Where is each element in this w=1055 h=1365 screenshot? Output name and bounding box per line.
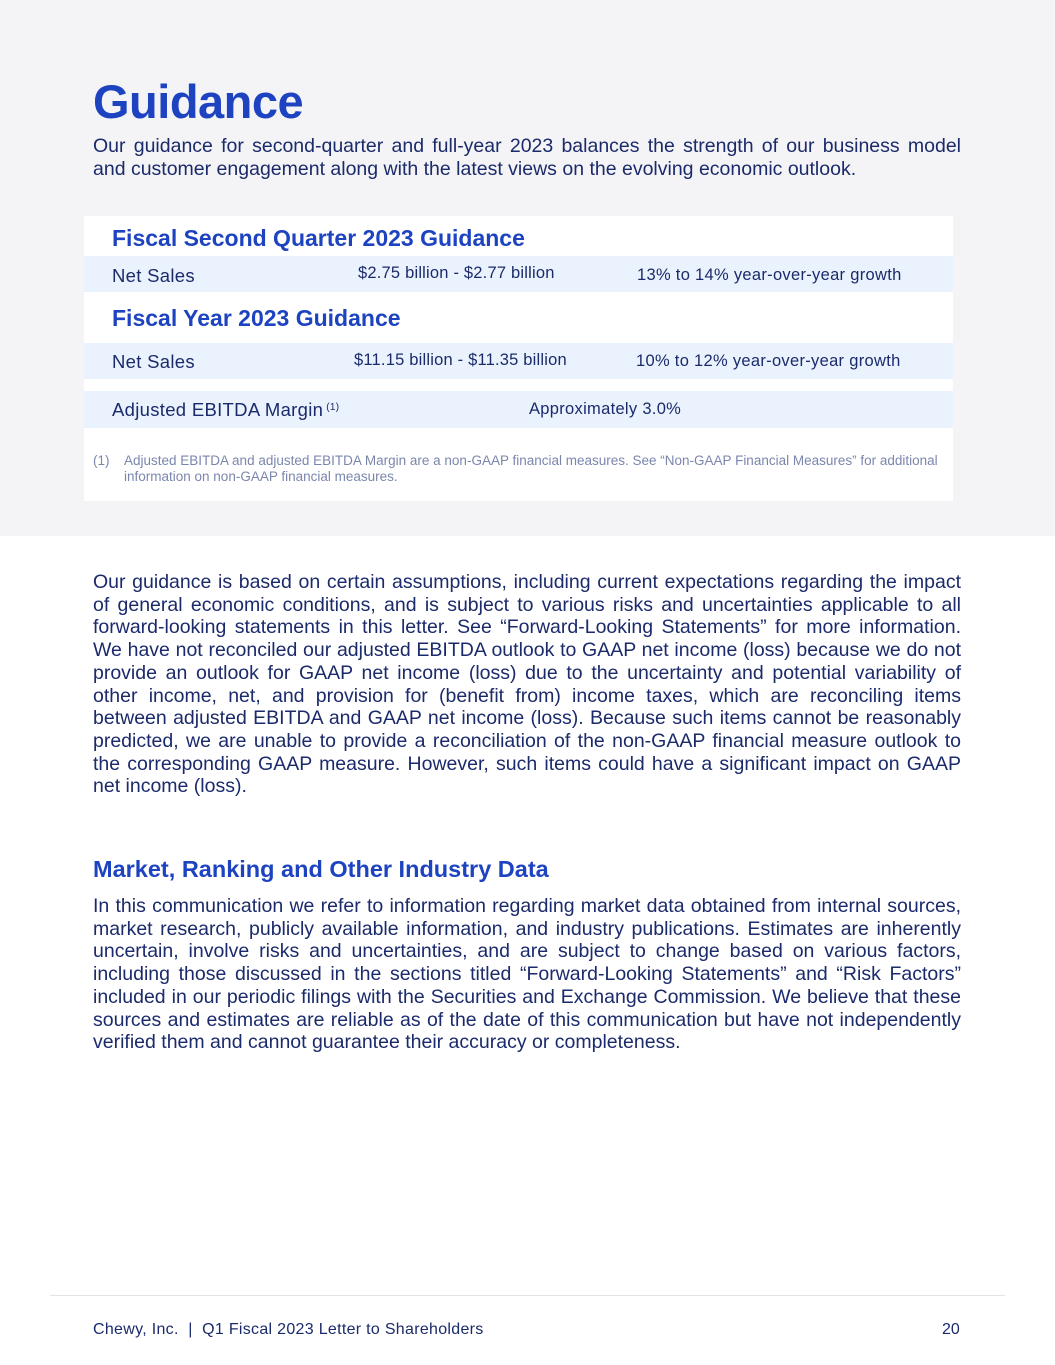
market-data-paragraph: In this communication we refer to information regarding market data obtained from internal sources, market research, publicly available information, and industry publications. Estimates are inherently uncertain, involve risks and uncertainties, and are subject to change based on various factors, including those discussed in the sections titled “Forward-Looking Statements” and “Risk Factors” included in our periodic filings with the Securities and Exchange Commission. We believe that these sources and estimates are reliable as of the date of this communication but have not independently verified them and cannot guarantee their accuracy or completeness. xyxy=(93,895,961,1054)
assumptions-paragraph: Our guidance is based on certain assumptions, including current expectations regarding the impact of general economic conditions, and is subject to various risks and uncertainties applicable to all forward-looking statements in this letter. See “Forward-Looking Statements” for more information. We have not reconciled our adjusted EBITDA outlook to GAAP net income (loss) because we do not provide an outlook for GAAP net income (loss) due to the uncertainty and potential variability of other income, net, and provision for (benefit from) income taxes, which are reconciling items between adjusted EBITDA and GAAP net income (loss). Because such items cannot be reasonably predicted, we are unable to provide a reconciliation of the non-GAAP financial measure outlook to the corresponding GAAP measure. However, such items could have a significant impact on GAAP net income (loss). xyxy=(93,571,961,798)
fy-ebitda-margin-row xyxy=(84,391,953,428)
intro-paragraph: Our guidance for second-quarter and full-year 2023 balances the strength of our business model and customer engagement along with the latest views on the evolving economic outlook. xyxy=(93,135,961,180)
row-label-text: Adjusted EBITDA Margin xyxy=(112,399,324,420)
row-range: $2.75 billion - $2.77 billion xyxy=(358,264,555,282)
row-label xyxy=(112,399,339,421)
row-range: $11.15 billion - $11.35 billion xyxy=(354,351,567,369)
footnote-number: (1) xyxy=(93,453,110,468)
row-label: Net Sales xyxy=(112,351,195,372)
footer-divider xyxy=(50,1295,1005,1296)
row-growth: 10% to 12% year-over-year growth xyxy=(636,352,901,370)
row-label: Net Sales xyxy=(112,265,195,286)
page-title: Guidance xyxy=(93,75,304,128)
row-growth: 13% to 14% year-over-year growth xyxy=(637,266,902,284)
q2-net-sales-row xyxy=(84,256,953,292)
guidance-table xyxy=(84,216,953,501)
footnote-text: Adjusted EBITDA and adjusted EBITDA Margin are a non-GAAP financial measures. See “Non-GAAP Financial Measures” for additional information on non-GAAP financial measures. xyxy=(124,453,938,484)
footnote-reference: (1) xyxy=(326,402,340,413)
market-data-heading: Market, Ranking and Other Industry Data xyxy=(93,856,549,882)
q2-guidance-heading: Fiscal Second Quarter 2023 Guidance xyxy=(112,225,525,251)
footer-document-title: Chewy, Inc. | Q1 Fiscal 2023 Letter to Shareholders xyxy=(93,1321,484,1338)
fy-guidance-heading: Fiscal Year 2023 Guidance xyxy=(112,305,401,331)
fy-net-sales-row xyxy=(84,343,953,379)
page-number: 20 xyxy=(942,1321,960,1338)
row-value: Approximately 3.0% xyxy=(529,400,682,418)
